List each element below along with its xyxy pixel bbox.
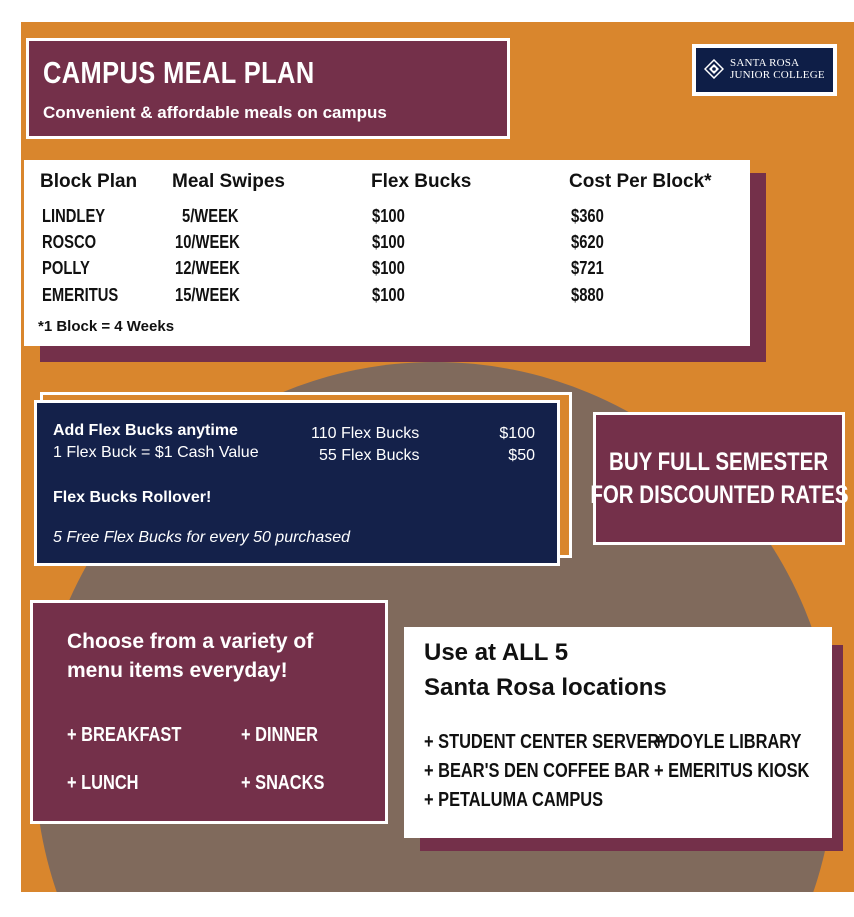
header-meal-swipes: Meal Swipes	[172, 171, 285, 192]
semester-line-1: BUY FULL SEMESTER	[609, 447, 829, 476]
meal-swipes: 12/WEEK	[175, 258, 240, 278]
flex-option-label: 55 Flex Bucks	[319, 447, 420, 464]
flex-option-price: $100	[499, 425, 535, 442]
location-emeritus-kiosk: + EMERITUS KIOSK	[654, 760, 810, 782]
cost: $620	[571, 232, 604, 252]
flex-option-price: $50	[508, 447, 535, 464]
cost: $721	[571, 258, 604, 278]
flex-bucks: $100	[372, 206, 405, 226]
flex-bucks: $100	[372, 232, 405, 252]
meal-swipes: 5/WEEK	[182, 206, 239, 226]
menu-heading-line-2: menu items everyday!	[67, 659, 288, 682]
menu-box	[30, 600, 388, 824]
flex-value: 1 Flex Buck = $1 Cash Value	[53, 444, 259, 461]
block-footnote: *1 Block = 4 Weeks	[38, 318, 175, 335]
flex-title: Add Flex Bucks anytime	[53, 422, 238, 439]
semester-line-2: FOR DISCOUNTED RATES	[589, 480, 849, 509]
menu-item-lunch: + LUNCH	[67, 772, 139, 794]
header-flex-bucks: Flex Bucks	[371, 171, 472, 192]
college-logo	[692, 44, 837, 96]
logo-line-2: JUNIOR COLLEGE	[730, 69, 825, 81]
plan-name: POLLY	[42, 258, 90, 278]
menu-heading-line-1: Choose from a variety of	[67, 630, 314, 653]
menu-item-breakfast: + BREAKFAST	[67, 724, 182, 746]
location-student-center: + STUDENT CENTER SERVERY	[424, 731, 670, 753]
locations-heading-line-1: Use at ALL 5	[424, 639, 569, 666]
location-doyle-library: + DOYLE LIBRARY	[654, 731, 802, 753]
flex-bonus: 5 Free Flex Bucks for every 50 purchased	[53, 529, 351, 546]
cost: $880	[571, 285, 604, 305]
flex-rollover: Flex Bucks Rollover!	[53, 489, 212, 506]
meal-swipes: 10/WEEK	[175, 232, 240, 252]
plan-name: LINDLEY	[42, 206, 106, 226]
logo-emblem-icon	[704, 59, 724, 79]
meal-swipes: 15/WEEK	[175, 285, 240, 305]
page-title: CAMPUS MEAL PLAN	[43, 55, 315, 90]
flex-bucks: $100	[372, 285, 405, 305]
menu-item-snacks: + SNACKS	[241, 772, 325, 794]
header-block-plan: Block Plan	[40, 171, 138, 192]
block-plan-table	[24, 160, 750, 346]
locations-box	[404, 627, 832, 838]
plan-name: EMERITUS	[42, 285, 119, 305]
logo-line-1: SANTA ROSA	[730, 57, 800, 69]
menu-heading	[67, 627, 313, 685]
locations-heading-line-2: Santa Rosa locations	[424, 674, 667, 701]
flex-option-label: 110 Flex Bucks	[311, 425, 420, 442]
location-bears-den: + BEAR'S DEN COFFEE BAR	[424, 760, 650, 782]
semester-banner	[589, 412, 849, 545]
title-banner	[26, 38, 510, 139]
flex-bucks: $100	[372, 258, 405, 278]
header-cost-per-block: Cost Per Block*	[569, 171, 712, 192]
cost: $360	[571, 206, 604, 226]
location-petaluma-campus: + PETALUMA CAMPUS	[424, 789, 604, 811]
flex-bucks-box	[34, 400, 560, 566]
page-subtitle: Convenient & affordable meals on campus	[43, 103, 387, 122]
plan-name: ROSCO	[42, 232, 97, 252]
menu-item-dinner: + DINNER	[241, 724, 319, 746]
